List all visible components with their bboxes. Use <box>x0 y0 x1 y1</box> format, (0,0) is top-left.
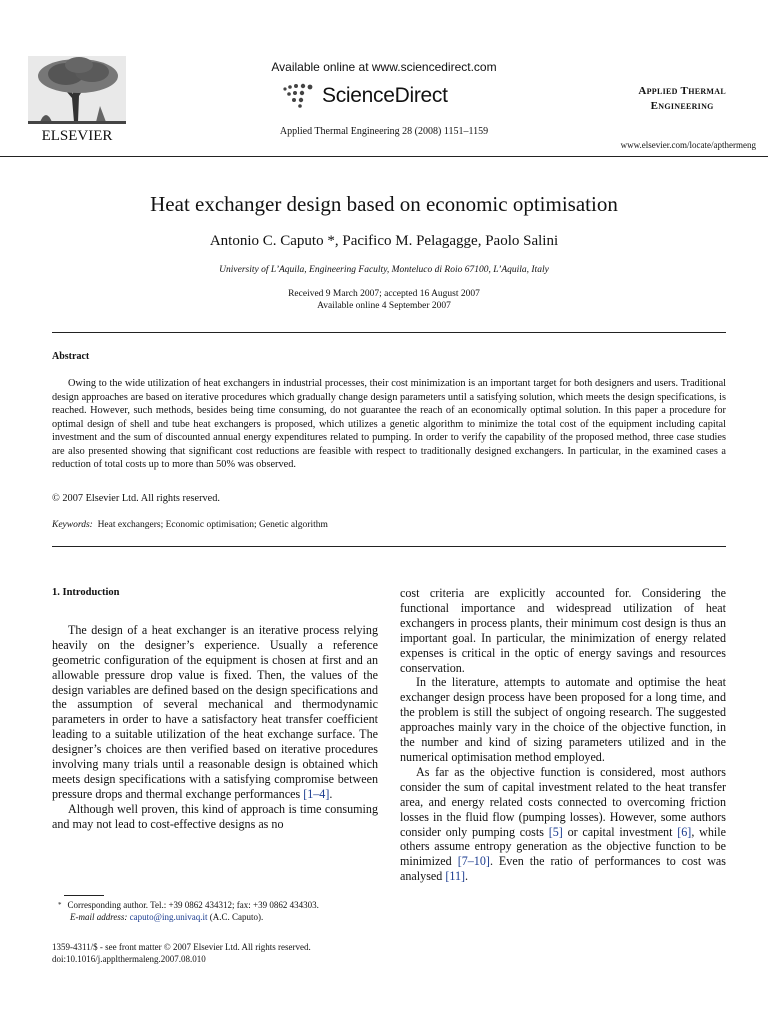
abstract-text: Owing to the wide utilization of heat exchangers in industrial processes, their cost minimization is an important target for both designers and users. Traditional design approaches are based on iterative procedures which gradually change design parameters until a satisfying solution, which meets the design specifications, is reached. However, such methods, besides being time consuming, do not guarantee the reach of an economically optimal solution. In this paper a procedure for optimal design of shell and tube heat exchangers is proposed, which utilizes a genetic algorithm to minimize the total cost of the equipment including capital investment and the sum of discounted annual energy expenditures related to pumping. In order to verify the capability of the proposed method, three case studies are also presented showing that significant cost reductions are feasible with respect to traditionally designed exchangers. In particular, in the examined cases a reduction of total costs up to more than 50% was observed. <box>52 378 726 470</box>
citation-link-5[interactable]: [5] <box>548 824 563 839</box>
right-paragraph-3-text-b: or capital investment <box>562 824 678 839</box>
journal-name-line-1: Applied Thermal <box>638 85 726 97</box>
citation-link-7-10[interactable]: [7–10] <box>457 854 490 869</box>
received-dates: Received 9 March 2007; accepted 16 August 2007 <box>288 289 480 299</box>
sciencedirect-name: ScienceDirect <box>322 84 448 107</box>
journal-name <box>638 84 726 114</box>
abstract-bottom-divider <box>52 546 726 547</box>
footnote-email-label: E-mail address: <box>70 912 128 922</box>
keywords-label: Keywords: <box>52 520 93 530</box>
intro-paragraph-1 <box>52 623 378 802</box>
footnote-corresponding <box>58 899 388 912</box>
body-left-column <box>52 586 378 832</box>
footnote-divider <box>64 895 104 896</box>
header-divider <box>0 156 768 157</box>
issn-line: 1359-4311/$ - see front matter © 2007 Elsevier Ltd. All rights reserved. <box>52 942 311 952</box>
article-title: Heat exchanger design based on economic optimisation <box>150 192 618 216</box>
citation-link-1-4[interactable]: [1–4] <box>303 786 330 801</box>
abstract-copyright: © 2007 Elsevier Ltd. All rights reserved. <box>52 493 220 504</box>
journal-name-line-2: Engineering <box>650 100 714 112</box>
intro-paragraph-1-end: . <box>329 786 333 801</box>
citation-link-6[interactable]: [6] <box>677 824 692 839</box>
right-paragraph-3 <box>400 765 726 884</box>
journal-url-link[interactable]: www.elsevier.com/locate/apthermeng <box>620 140 756 150</box>
citation-link-11[interactable]: [11] <box>445 869 466 884</box>
right-paragraph-3-text-c: , while others assume entropy generation as the objective function to be minimized <box>400 824 726 869</box>
keywords <box>52 520 328 530</box>
footnote-mark: * <box>58 901 62 909</box>
author-affiliation: University of L’Aquila, Engineering Faculty, Monteluco di Roio 67100, L’Aquila, Italy <box>219 265 549 275</box>
footnote-email-link[interactable]: caputo@ing.univaq.it <box>129 912 208 922</box>
footnote-corresponding-text: Corresponding author. Tel.: +39 0862 434312; fax: +39 0862 434303. <box>67 900 319 910</box>
right-paragraph-3-text-e: . <box>465 869 469 884</box>
doi-line: doi:10.1016/j.applthermaleng.2007.08.010 <box>52 954 206 964</box>
available-online-date: Available online 4 September 2007 <box>317 301 451 311</box>
abstract-top-divider <box>52 332 726 333</box>
right-paragraph-2: In the literature, attempts to automate and optimise the heat exchanger design process have been proposed for a long time, and the problem is still the subject of ongoing research. The suggested approaches mainly vary in the choice of the objective function, in the number and kind of sizing parameters utilized and in the numerical optimisation method employed. <box>400 675 726 764</box>
footnote-email-name: (A.C. Caputo). <box>209 912 264 922</box>
section-heading-introduction: 1. Introduction <box>52 587 120 598</box>
sciencedirect-dots-icon <box>282 83 316 109</box>
journal-citation: Applied Thermal Engineering 28 (2008) 1151–1159 <box>279 126 489 137</box>
keywords-list: Heat exchangers; Economic optimisation; Genetic algorithm <box>97 520 328 530</box>
article-authors: Antonio C. Caputo *, Pacifico M. Pelagagge, Paolo Salini <box>209 233 559 249</box>
elsevier-wordmark: ELSEVIER <box>41 128 113 144</box>
right-paragraph-1: cost criteria are explicitly accounted for. Considering the functional importance and widespread utilization of heat exchangers in process plants, their minimum cost design is thus an important goal. In particular, the minimization of energy related expenses is critical in the optic of energy savings and resources conservation. <box>400 586 726 675</box>
right-paragraph-3-text-d: . Even the ratio of performances to cost was analysed <box>400 854 726 884</box>
body-right-column <box>400 586 726 884</box>
available-online-line: Available online at www.sciencedirect.com <box>271 60 497 74</box>
footnote-email <box>70 912 263 922</box>
issn-doi-block <box>52 941 311 965</box>
sciencedirect-logo <box>282 80 448 112</box>
intro-paragraph-1-text: The design of a heat exchanger is an iterative process relying heavily on the designer’s experience. Usually a reference geometric configuration of the equipment is chosen at first and an allowable pressure drop value is fixed. Then, the values of the design variables are defined based on the design specifications and the assumption of several mechanical and thermodynamic parameters in order to have a satisfactory heat transfer coefficient leading to a suitable utilization of the heat exchange surface. The designer’s choices are then verified based on iterative procedures involving many trials until a reasonable design is obtained which meets design specifications with a satisfying compromise between pressure drops and thermal exchange performances <box>52 622 378 801</box>
intro-paragraph-2: Although well proven, this kind of approach is time consuming and may not lead to cost-effective designs as no <box>52 801 378 831</box>
abstract-body <box>52 377 726 472</box>
right-paragraph-3-text-a: As far as the objective function is considered, most authors consider the sum of capital investment related to the heat transfer area, and energy related costs connected to overcoming friction losses in the fluid flow (pumping losses). However, some authors consider only pumping costs <box>400 764 726 839</box>
abstract-heading: Abstract <box>52 351 90 362</box>
